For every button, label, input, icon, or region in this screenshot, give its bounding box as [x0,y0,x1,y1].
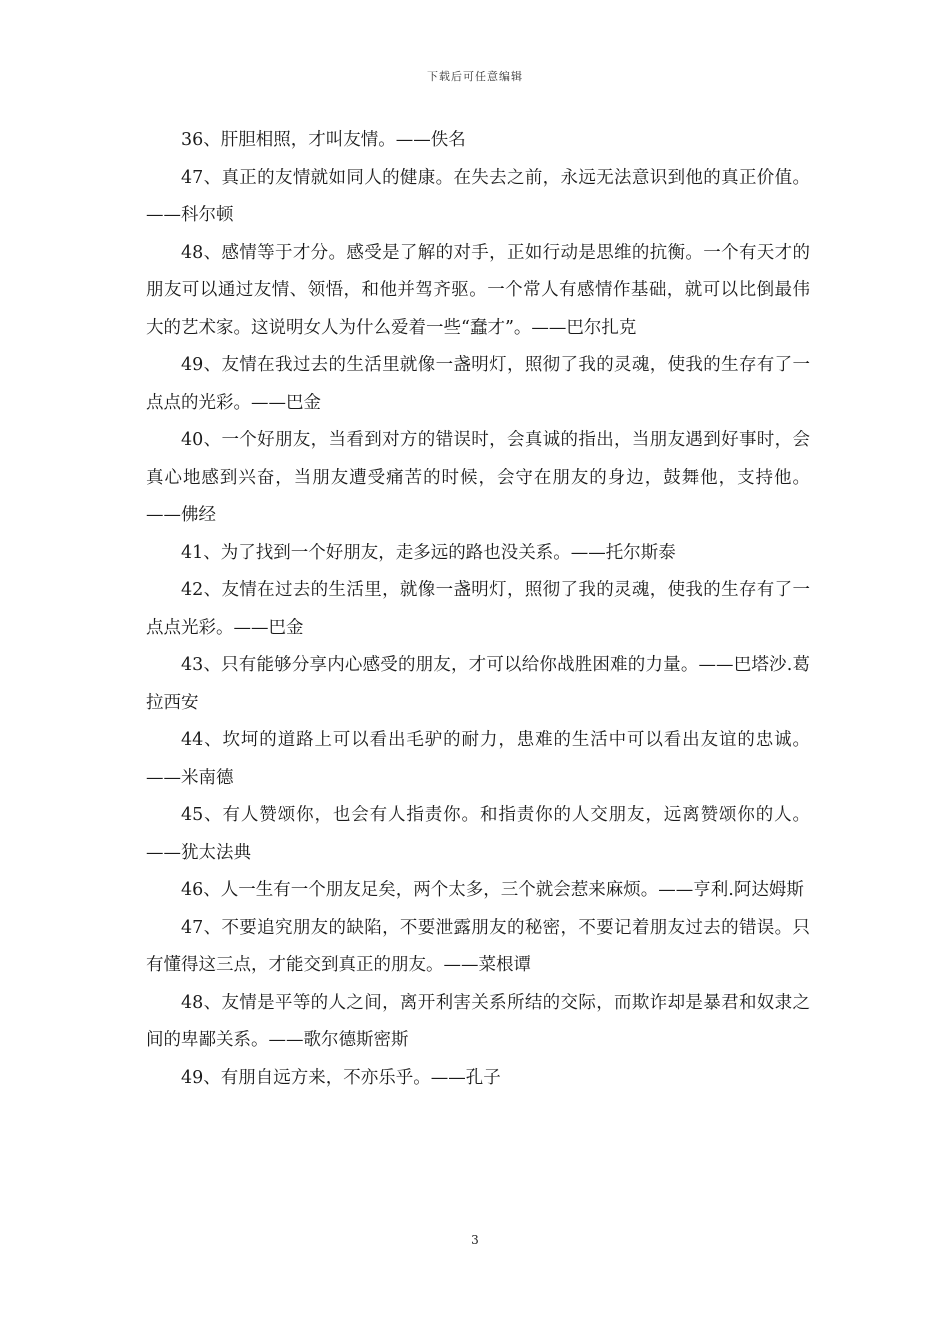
quote-paragraph: 48、感情等于才分。感受是了解的对手，正如行动是思维的抗衡。一个有天才的朋友可以通过友情、领悟，和他并驾齐驱。一个常人有感情作基础，就可以比倒最伟大的艺术家。这说明女人为什么爱着一些“蠢才”。——巴尔扎克 [146,242,810,338]
quote-paragraph: 41、为了找到一个好朋友，走多远的路也没关系。——托尔斯泰 [181,542,676,563]
page-header: 下载后可任意编辑 [427,70,523,83]
quote-paragraph: 45、有人赞颂你，也会有人指责你。和指责你的人交朋友，远离赞颂你的人。——犹太法典 [146,805,810,863]
quote-paragraph: 49、友情在我过去的生活里就像一盏明灯，照彻了我的灵魂，使我的生存有了一点点的光彩。——巴金 [146,355,810,413]
quote-paragraph: 47、真正的友情就如同人的健康。在失去之前，永远无法意识到他的真正价值。——科尔顿 [146,167,810,225]
quote-paragraph: 46、人一生有一个朋友足矣，两个太多，三个就会惹来麻烦。——亨利.阿达姆斯 [181,880,804,900]
quote-paragraph: 40、一个好朋友，当看到对方的错误时，会真诚的指出，当朋友遇到好事时，会真心地感到兴奋，当朋友遭受痛苦的时候，会守在朋友的身边，鼓舞他，支持他。——佛经 [146,430,810,525]
quote-paragraph: 36、肝胆相照，才叫友情。——佚名 [181,130,466,150]
quote-paragraph: 49、有朋自远方来，不亦乐乎。——孔子 [181,1067,501,1088]
quote-paragraph: 47、不要追究朋友的缺陷，不要泄露朋友的秘密，不要记着朋友过去的错误。只有懂得这三点，才能交到真正的朋友。——菜根谭 [146,917,810,975]
quote-paragraph: 44、坎坷的道路上可以看出毛驴的耐力，患难的生活中可以看出友谊的忠诚。——米南德 [146,730,810,788]
document-body [146,122,810,1097]
quote-paragraph: 48、友情是平等的人之间，离开利害关系所结的交际，而欺诈却是暴君和奴隶之间的卑鄙关系。——歌尔德斯密斯 [146,992,810,1050]
quote-paragraph: 43、只有能够分享内心感受的朋友，才可以给你战胜困难的力量。——巴塔沙.葛拉西安 [146,655,810,713]
quote-paragraph: 42、友情在过去的生活里，就像一盏明灯，照彻了我的灵魂，使我的生存有了一点点光彩。——巴金 [146,580,810,638]
page-number: 3 [471,1233,479,1247]
